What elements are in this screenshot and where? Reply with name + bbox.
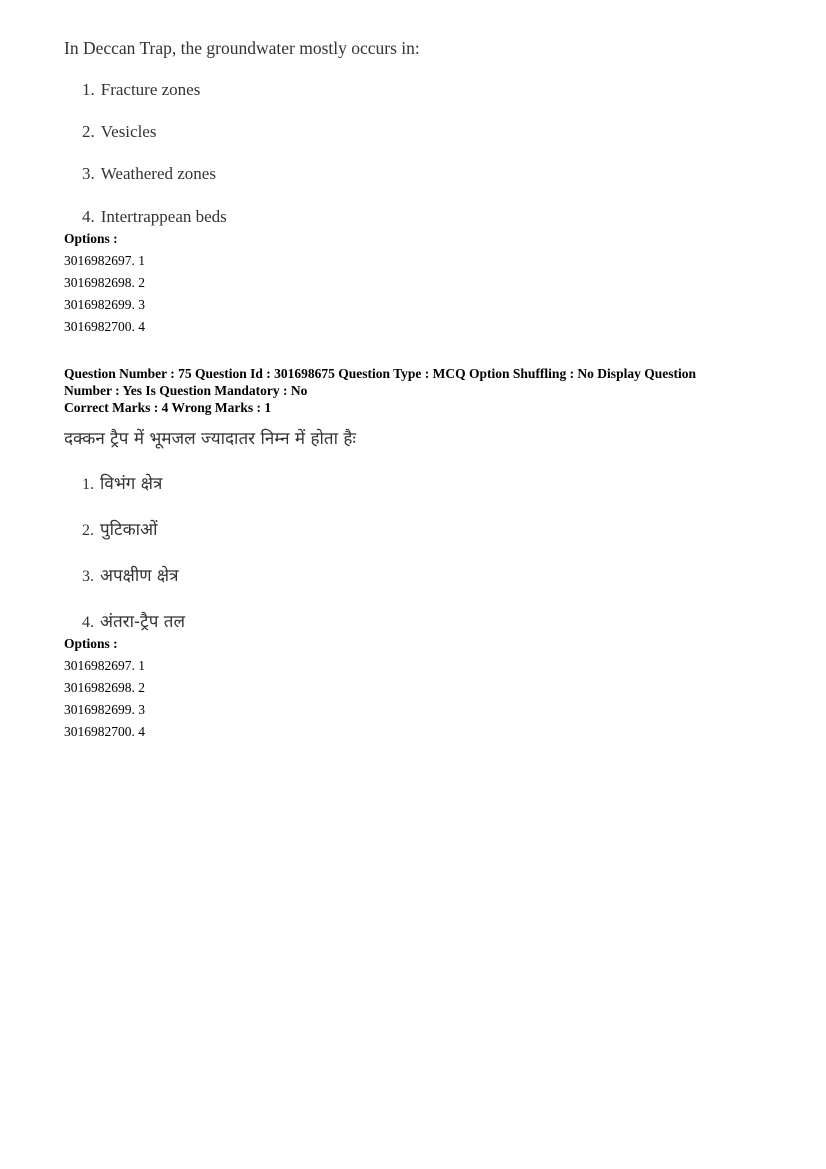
marks-line: Correct Marks : 4 Wrong Marks : 1 [64,400,272,415]
metadata-line-1: Question Number : 75 Question Id : 301698675 Question Type : MCQ Option Shuffling : No Display Question [64,366,696,381]
choice-number: 2. [82,522,94,539]
option-id-line: 3016982700. 4 [64,319,145,334]
option-id-line: 3016982697. 1 [64,658,145,673]
choice-number: 1. [82,476,94,493]
options-label: Options : [64,636,118,651]
choice-number: 2. [82,122,95,141]
option-id-line: 3016982699. 3 [64,702,145,717]
choice-label: Intertrappean beds [100,207,227,226]
choice-number: 4. [82,207,95,226]
choice-label: Fracture zones [100,80,201,99]
choice-label: पुटिकाओं [100,520,158,540]
question-text-english: In Deccan Trap, the groundwater mostly occurs in: [64,38,420,58]
choice-number: 1. [82,80,95,99]
option-id-line: 3016982697. 1 [64,253,145,268]
question-metadata [64,365,764,416]
choice-hindi-2 [82,517,157,540]
choice-number: 3. [82,164,95,183]
option-id-line: 3016982699. 3 [64,297,145,312]
choice-label: Weathered zones [100,164,216,183]
choice-label: विभंग क्षेत्र [100,474,163,494]
option-id-line: 3016982698. 2 [64,275,145,290]
option-id-line: 3016982698. 2 [64,680,145,695]
choice-label: अंतरा-ट्रैप तल [100,612,186,632]
options-label: Options : [64,231,118,246]
choice-english-3 [82,164,216,184]
option-id-line: 3016982700. 4 [64,724,145,739]
choice-english-2 [82,122,156,142]
choice-number: 4. [82,614,94,631]
choice-label: अपक्षीण क्षेत्र [100,566,179,586]
choice-number: 3. [82,568,94,585]
choice-english-4 [82,207,227,227]
choice-hindi-3 [82,563,179,586]
metadata-line-2: Number : Yes Is Question Mandatory : No [64,383,308,398]
choice-english-1 [82,80,200,100]
question-text-hindi: दक्कन ट्रैप में भूमजल ज्यादातर निम्न में होता हैः [64,429,356,449]
choice-label: Vesicles [100,122,157,141]
choice-hindi-4 [82,609,185,632]
choice-hindi-1 [82,471,162,494]
